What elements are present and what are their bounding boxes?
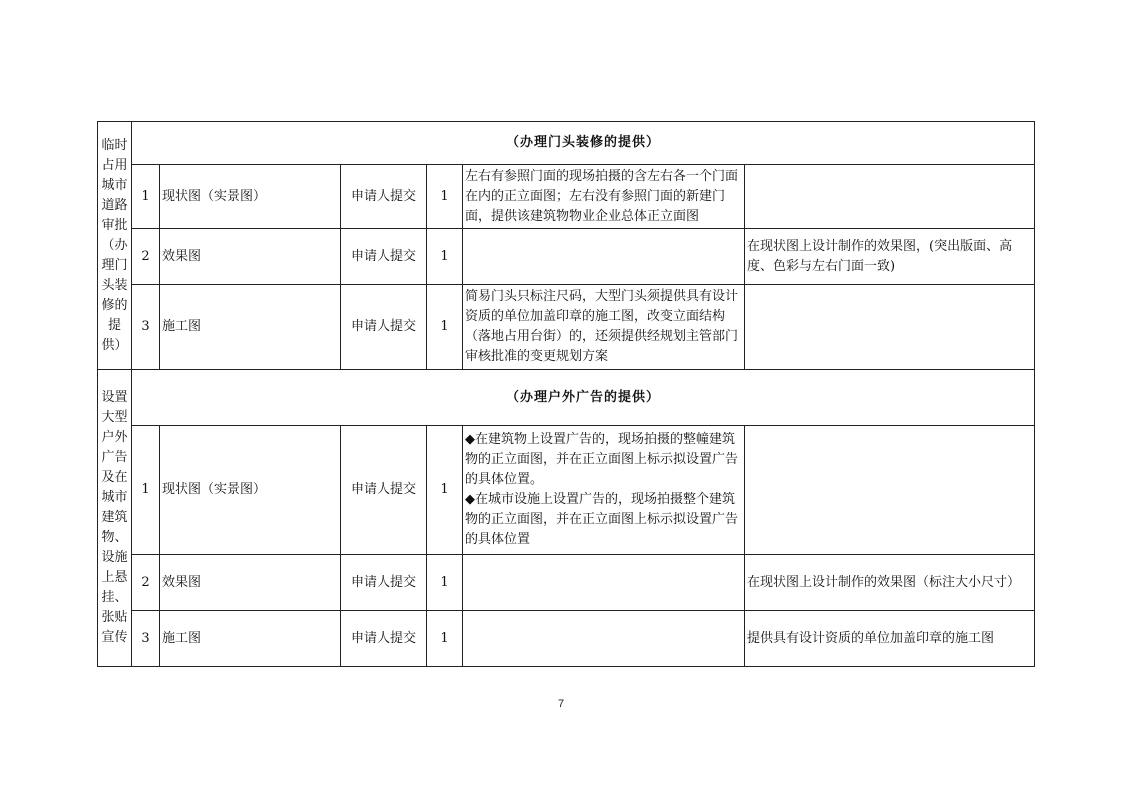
requirement-line: ◆在建筑物上设置广告的，现场拍摄的整幢建筑物的正立面图，并在正立面图上标示拟设置广告的具体位置。 <box>465 432 739 487</box>
copy-count: 1 <box>427 426 463 555</box>
table-row <box>98 285 1035 370</box>
material-name: 效果图 <box>160 229 341 285</box>
note: 在现状图上设计制作的效果图，(突出版面、高度、色彩与左右门面一致) <box>745 229 1035 285</box>
material-name: 施工图 <box>160 611 341 667</box>
category-cell: 设置大型户外广告及在城市建筑物、设施上悬挂、张贴宣传 <box>98 370 132 667</box>
submitter: 申请人提交 <box>341 611 427 667</box>
section-header-row <box>98 122 1035 165</box>
submitter: 申请人提交 <box>341 285 427 370</box>
row-number: 1 <box>132 165 160 229</box>
submitter: 申请人提交 <box>341 165 427 229</box>
table-row <box>98 229 1035 285</box>
copy-count: 1 <box>427 611 463 667</box>
copy-count: 1 <box>427 229 463 285</box>
note <box>745 165 1035 229</box>
note <box>745 285 1035 370</box>
note: 提供具有设计资质的单位加盖印章的施工图 <box>745 611 1035 667</box>
row-number: 2 <box>132 229 160 285</box>
section-header-row <box>98 370 1035 426</box>
table-row <box>98 611 1035 667</box>
copy-count: 1 <box>427 555 463 611</box>
category-cell: 临时占用城市道路审批（办理门头装修的提供） <box>98 122 132 370</box>
row-number: 1 <box>132 426 160 555</box>
submitter: 申请人提交 <box>341 555 427 611</box>
requirement-line: ◆在城市设施上设置广告的，现场拍摄整个建筑物的正立面图，并在正立面图上标示拟设置广告的具体位置 <box>465 492 739 547</box>
requirement <box>463 229 745 285</box>
material-name: 现状图（实景图） <box>160 165 341 229</box>
requirement <box>463 555 745 611</box>
materials-table <box>97 121 1035 667</box>
requirement <box>463 426 745 555</box>
row-number: 2 <box>132 555 160 611</box>
note: 在现状图上设计制作的效果图（标注大小尺寸） <box>745 555 1035 611</box>
section-title: （办理户外广告的提供） <box>132 370 1035 426</box>
requirement: 简易门头只标注尺码，大型门头须提供具有设计资质的单位加盖印章的施工图，改变立面结构（落地占用台街）的，还须提供经规划主管部门审核批准的变更规划方案 <box>463 285 745 370</box>
submitter: 申请人提交 <box>341 426 427 555</box>
requirement: 左右有参照门面的现场拍摄的含左右各一个门面在内的正立面图；左右没有参照门面的新建门面，提供该建筑物物业企业总体正立面图 <box>463 165 745 229</box>
material-name: 效果图 <box>160 555 341 611</box>
row-number: 3 <box>132 285 160 370</box>
table-row <box>98 555 1035 611</box>
section-title: （办理门头装修的提供） <box>132 122 1035 165</box>
requirement <box>463 611 745 667</box>
material-name: 现状图（实景图） <box>160 426 341 555</box>
copy-count: 1 <box>427 285 463 370</box>
submitter: 申请人提交 <box>341 229 427 285</box>
row-number: 3 <box>132 611 160 667</box>
copy-count: 1 <box>427 165 463 229</box>
table-row <box>98 426 1035 555</box>
material-name: 施工图 <box>160 285 341 370</box>
note <box>745 426 1035 555</box>
table-row <box>98 165 1035 229</box>
page-number: 7 <box>557 698 565 710</box>
